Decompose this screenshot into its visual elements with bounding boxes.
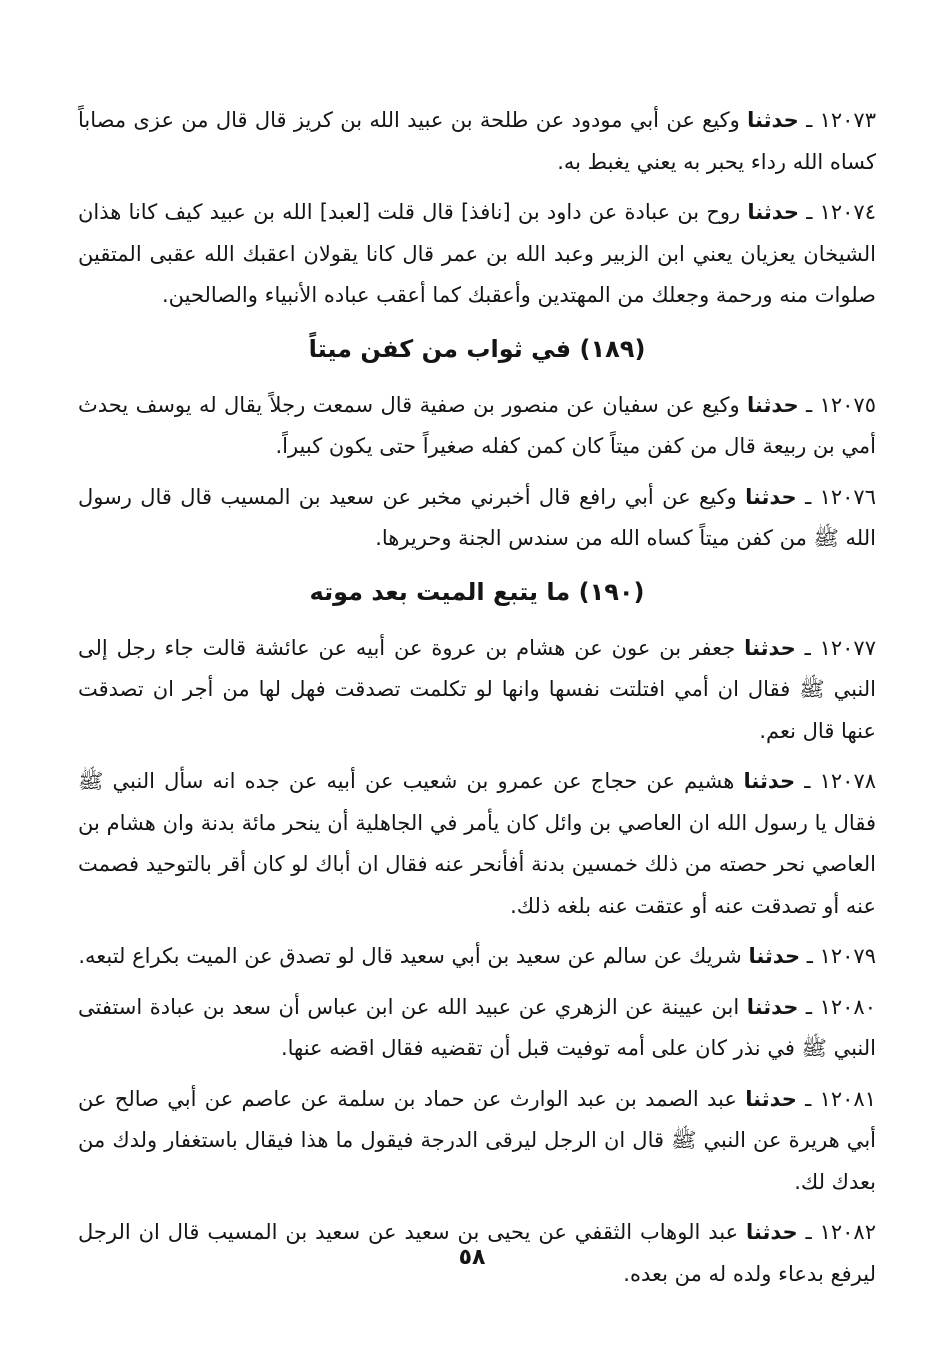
hadith-lead: حدثنا [747,200,800,224]
hadith-12075: ١٢٠٧٥ ـ حدثنا وكيع عن سفيان عن منصور بن صفية قال سمعت رجلاً يقال له يوسف يحدث أمي بن ربيعة قال من كفن ميتاً كان كمن كفله صغيراً حتى يكون كبيراً. [78,392,876,458]
hadith-text: روح بن عبادة عن داود بن [نافذ] قال قلت [لعبد] الله بن عبيد كيف كانا هذان الشيخان يعزيان يعني ابن الزبير وعبد الله بن عمر قال كانا يقولان اعقبك الله عقبى المتقين صلوات منه ورحمة وجعلك من المهتدين وأعقبك كما أعقب عباده الأنبياء والصالحين. [78,200,876,307]
hadith-number: ١٢٠٧٨ [819,769,877,793]
hadith-number: ١٢٠٧٩ [819,944,876,968]
hadith-number: ١٢٠٨٠ [819,994,876,1019]
hadith-12079: ١٢٠٧٩ ـ حدثنا شريك عن سالم عن سعيد بن أبي سعيد قال لو تصدق عن الميت بكراع لتبعه. [78,944,876,968]
hadith-text: وكيع عن سفيان عن منصور بن صفية قال سمعت رجلاً يقال له يوسف يحدث أمي بن ربيعة قال من كفن ميتاً كان كمن كفله صغيراً حتى يكون كبيراً. [78,392,876,458]
hadith-lead: حدثنا [744,635,796,660]
page-number: ٥٨ [458,1245,486,1270]
hadith-12074: ١٢٠٧٤ ـ حدثنا روح بن عبادة عن داود بن [نافذ] قال قلت [لعبد] الله بن عبيد كيف كانا هذان الشيخان يعزيان يعني ابن الزبير وعبد الله بن عمر قال كانا يقولان اعقبك الله عقبى المتقين صلوات منه ورحمة وجعلك من المهتدين وأعقبك كما أعقب عباده الأنبياء والصالحين. [78,200,876,307]
hadith-lead: حدثنا [748,944,801,968]
hadith-12076: ١٢٠٧٦ ـ حدثنا وكيع عن أبي رافع قال أخبرني مخبر عن سعيد بن المسيب قال قال رسول الله ﷺ من كفن ميتاً كساه الله من سندس الجنة وحريرها. [78,484,876,550]
hadith-lead: حدثنا [745,484,797,509]
hadith-number: ١٢٠٨١ [819,1086,876,1111]
hadith-lead: حدثنا [746,1220,798,1244]
hadith-number: ١٢٠٧٧ [819,635,876,660]
hadith-text: عبد الصمد بن عبد الوارث عن حماد بن سلمة عن عاصم عن أبي صالح عن أبي هريرة عن النبي ﷺ قال ان الرجل ليرقى الدرجة فيقول ما هذا فيقال باستغفار ولدك من بعدك لك. [78,1086,876,1194]
hadith-number: ١٢٠٧٣ [819,108,876,132]
hadith-12078: ١٢٠٧٨ ـ حدثنا هشيم عن حجاج عن عمرو بن شعيب عن أبيه عن جده انه سأل النبي ﷺ فقال يا رسول الله ان العاصي بن وائل كان يأمر في الجاهلية أن ينحر مائة بدنة وان هشام بن العاصي نحر حصته من ذلك خمسين بدنة أفأنحر عنه فقال ان أباك لو كان أقر بالتوحيد فصمت عنه أو تصدقت عنه أو عتقت عنه بلغه ذلك. [78,769,877,918]
hadith-12082: ١٢٠٨٢ ـ حدثنا عبد الوهاب الثقفي عن يحيى بن سعيد عن سعيد بن المسيب قال ان الرجل ليرفع بدعاء ولده له من بعده. [78,1220,876,1286]
hadith-text: شريك عن سالم عن سعيد بن أبي سعيد قال لو تصدق عن الميت بكراع لتبعه. [78,944,742,968]
hadith-number: ١٢٠٨٢ [819,1220,876,1244]
hadith-text: جعفر بن عون عن هشام بن عروة عن أبيه عن عائشة قالت جاء رجل إلى النبي ﷺ فقال ان أمي افتلتت نفسها وانها لو تكلمت تصدقت فهل لها من أجر ان تصدقت عنها قال نعم. [78,635,876,743]
hadith-lead: حدثنا [747,108,799,132]
section-heading-190: (١٩٠) ما يتبع الميت بعد موته [309,577,645,606]
hadith-text: ابن عيينة عن الزهري عن عبيد الله عن ابن عباس أن سعد بن عبادة استفتى النبي ﷺ في نذر كان على أمه توفيت قبل أن تقضيه فقال اقضه عنها. [78,994,876,1060]
hadith-lead: حدثنا [746,994,799,1019]
hadith-lead: حدثنا [743,769,796,793]
hadith-number: ١٢٠٧٥ [819,392,876,417]
hadith-text: وكيع عن أبي مودود عن طلحة بن عبيد الله بن كريز قال قال من عزى مصاباً كساه الله رداء يحبر به يعني يغبط به. [78,108,876,174]
hadith-text: عبد الوهاب الثقفي عن يحيى بن سعيد عن سعيد بن المسيب قال ان الرجل ليرفع بدعاء ولده له من بعده. [78,1220,876,1286]
hadith-lead: حدثنا [745,1086,797,1111]
hadith-12073: ١٢٠٧٣ ـ حدثنا وكيع عن أبي مودود عن طلحة بن عبيد الله بن كريز قال قال من عزى مصاباً كساه الله رداء يحبر به يعني يغبط به. [78,108,876,174]
hadith-text: وكيع عن أبي رافع قال أخبرني مخبر عن سعيد بن المسيب قال قال رسول الله ﷺ من كفن ميتاً كساه الله من سندس الجنة وحريرها. [78,484,876,550]
hadith-12077: ١٢٠٧٧ ـ حدثنا جعفر بن عون عن هشام بن عروة عن أبيه عن عائشة قالت جاء رجل إلى النبي ﷺ فقال ان أمي افتلتت نفسها وانها لو تكلمت تصدقت فهل لها من أجر ان تصدقت عنها قال نعم. [78,635,876,743]
hadith-lead: حدثنا [747,392,799,417]
hadith-number: ١٢٠٧٤ [819,200,876,224]
page-body [78,100,876,1304]
hadith-text: هشيم عن حجاج عن عمرو بن شعيب عن أبيه عن جده انه سأل النبي ﷺ فقال يا رسول الله ان العاصي بن وائل كان يأمر في الجاهلية أن ينحر مائة بدنة وان هشام بن العاصي نحر حصته من ذلك خمسين بدنة أفأنحر عنه فقال ان أباك لو كان أقر بالتوحيد فصمت عنه أو تصدقت عنه أو عتقت عنه بلغه ذلك. [78,769,876,918]
hadith-12080: ١٢٠٨٠ ـ حدثنا ابن عيينة عن الزهري عن عبيد الله عن ابن عباس أن سعد بن عبادة استفتى النبي ﷺ في نذر كان على أمه توفيت قبل أن تقضيه فقال اقضه عنها. [78,994,876,1060]
hadith-number: ١٢٠٧٦ [819,484,876,509]
hadith-12081: ١٢٠٨١ ـ حدثنا عبد الصمد بن عبد الوارث عن حماد بن سلمة عن عاصم عن أبي صالح عن أبي هريرة عن النبي ﷺ قال ان الرجل ليرقى الدرجة فيقول ما هذا فيقال باستغفار ولدك من بعدك لك. [78,1086,876,1194]
section-heading-189: (١٨٩) في ثواب من كفن ميتاً [308,334,646,363]
